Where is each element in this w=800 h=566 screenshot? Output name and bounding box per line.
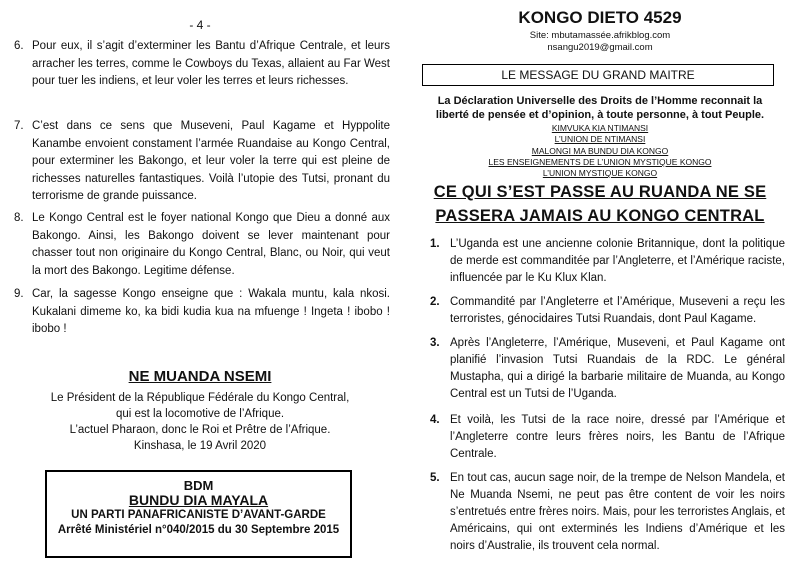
list-item	[430, 294, 785, 328]
signature-name: NE MUANDA NSEMI	[128, 368, 272, 385]
bdm-slogan: UN PARTI PANAFRICANISTE D’AVANT-GARDE	[71, 509, 326, 521]
item-number: 7.	[14, 120, 24, 132]
item-text: Pour eux, il s’agit d’exterminer les Bantu d’Afrique Centrale, et leurs arracher les terres, comme le Cowboys du Texas, allaient au Far West pour tuer les indiens, et leur voler les terres et leurs richesses.	[32, 40, 390, 87]
email-line: nsangu2019@gmail.com	[547, 42, 653, 53]
item-number: 9.	[14, 288, 24, 300]
item-number: 1.	[430, 238, 440, 250]
item-number: 8.	[14, 212, 24, 224]
item-text: L’Uganda est une ancienne colonie Britannique, dont la politique de merde est commanditée par l’Angleterre, et l’Amérique raciste, influencée par le Ku Klux Klan.	[450, 238, 785, 284]
message-box: LE MESSAGE DU GRAND MAITRE	[422, 64, 774, 86]
item-text: Car, la sagesse Kongo enseigne que : Wakala muntu, kala nkosi. Kukalani dimeme ko, ka bidi kudia kua na mfuenge ! Ingeta ! ibobo ! ibobo !	[32, 288, 390, 335]
list-item	[430, 470, 785, 555]
item-text: C’est dans ce sens que Museveni, Paul Kagame et Hyppolite Kanambe envoient constament l’armée Ruandaise au Kongo Central, pour exterminer les Bakongo, et leur voler la terre qui est pleine de richesses naturelles fantastiques. Voilà l’utopie des Tutsi, pronant du terrorisme de grande puissance.	[32, 120, 390, 202]
headline-line-1: CE QUI S’EST PASSE AU RUANDA NE SE	[433, 183, 767, 201]
item-number: 5.	[430, 472, 440, 484]
underline-text: L’UNION DE NTIMANSI	[554, 134, 646, 144]
item-number: 4.	[430, 414, 440, 426]
headline-line-2: PASSERA JAMAIS AU KONGO CENTRAL	[435, 207, 765, 225]
bdm-name: BUNDU DIA MAYALA	[128, 492, 269, 508]
item-text: Le Kongo Central est le foyer national Kongo que Dieu a donné aux Bakongo. Ainsi, les Bakongo doivent se lever maintenant pour chasser tout non originaire du Kongo Central, Blanc, ou Noir, qui veut la mort des Bakongo. Legitime défense.	[32, 212, 390, 277]
underline-text: L’UNION MYSTIQUE KONGO	[542, 168, 658, 178]
item-number: 2.	[430, 296, 440, 308]
item-number: 6.	[14, 40, 24, 52]
signature-date: Kinshasa, le 19 Avril 2020	[133, 440, 267, 452]
underline-text: KIMVUKA KIA NTIMANSI	[551, 123, 649, 133]
list-item	[14, 210, 390, 280]
bdm-decree: Arrêté Ministériel n°040/2015 du 30 Septembre 2015	[57, 524, 340, 536]
item-text: En tout cas, aucun sage noir, de la trempe de Nelson Mandela, et Ne Muanda Nsemi, ne peut pas être content de voir les noirs s’entretués entre frères noirs. Mais, pour les terroristes Anglais, et Américains, qui ont exterminés les Indiens d’Amérique et les noirs d’Australie, ils trouvent cela normal.	[450, 472, 785, 552]
item-text: Après l’Angleterre, l’Amérique, Museveni, et Paul Kagame ont planifié l’invasion Tutsi Ruandais de la RDC. Le général Mustapha, qui a dirigé la barbarie militaire de Muanda, au Kongo Central est un Tutsi de l’Uganda.	[450, 337, 785, 400]
declaration: La Déclaration Universelle des Droits de l’Homme reconnait la liberté de pensée et d’opinion, à toute personne, à tout Peuple.	[435, 95, 765, 121]
site-line: Site: mbutamassée.afrikblog.com	[529, 30, 671, 41]
signature-line: Le Président de la République Fédérale du Kongo Central,	[50, 392, 350, 404]
signature-line: L’actuel Pharaon, donc le Roi et Prêtre de l’Afrique.	[69, 424, 331, 436]
list-item	[14, 118, 390, 206]
list-item	[430, 236, 785, 287]
page-number: - 4 -	[189, 18, 211, 32]
list-item	[430, 335, 785, 403]
item-number: 3.	[430, 337, 440, 349]
signature-line: qui est la locomotive de l’Afrique.	[115, 408, 285, 420]
list-item	[14, 286, 390, 339]
bdm-box	[45, 470, 352, 558]
bdm-acronym: BDM	[183, 478, 214, 493]
list-item	[430, 412, 785, 463]
list-item	[14, 38, 390, 91]
item-text: Commandité par l’Angleterre et l’Amérique, Museveni a reçu les terroristes, génocidaires Tutsi Ruandais, dont Paul Kagame.	[450, 296, 785, 325]
newsletter-title: KONGO DIETO 4529	[518, 8, 682, 27]
underline-text: LES ENSEIGNEMENTS DE L’UNION MYSTIQUE KONGO	[488, 157, 712, 167]
underline-text: MALONGI MA BUNDU DIA KONGO	[531, 146, 669, 156]
item-text: Et voilà, les Tutsi de la race noire, dressé par l’Amérique et l’Angleterre contre leurs frères noirs, les Bantu de l’Afrique Centrale.	[450, 414, 785, 460]
